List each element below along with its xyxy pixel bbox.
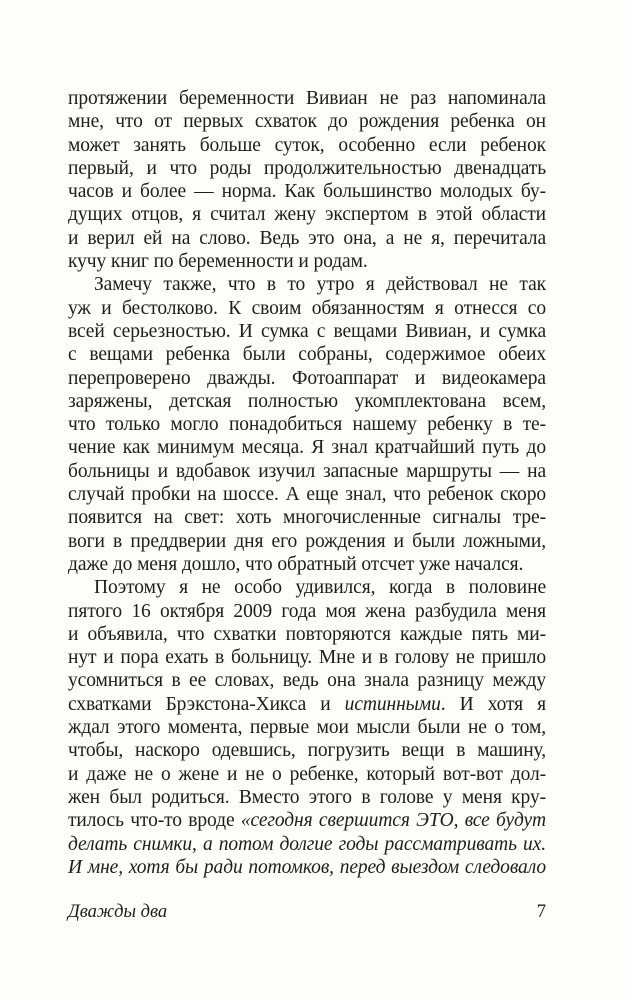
text-line: [68, 623, 546, 646]
text-line: [68, 716, 546, 739]
text-segment: перепроверено дважды. Фотоаппарат и видеокамера: [68, 367, 546, 389]
text-line: [68, 763, 546, 786]
text-segment: нут и пора ехать в больницу. Мне и в голову не пришло: [68, 647, 546, 669]
text-line: [68, 483, 546, 506]
text-segment: кучу книг по беременности и родам.: [68, 251, 368, 273]
text-segment: воги в преддверии дня его рождения и были ложными,: [68, 530, 546, 552]
text-line: [68, 390, 546, 413]
text-line: [68, 157, 546, 180]
text-line: [68, 809, 546, 832]
text-line: [68, 856, 546, 879]
text-segment: дущих отцов, я считал жену экспертом в этой области: [68, 204, 546, 226]
text-line: [68, 460, 546, 483]
text-segment: Замечу также, что в то утро я действовал не так: [94, 274, 546, 296]
text-segment: жен был родиться. Вместо этого в голове у меня кру-: [68, 786, 546, 808]
text-line: [68, 273, 546, 296]
text-line: [68, 833, 546, 856]
text-line: [68, 669, 546, 692]
page-footer: [68, 901, 546, 923]
text-line: [68, 506, 546, 529]
text-segment: «сегодня свершится ЭТО, все будут: [240, 810, 546, 832]
text-line: [68, 134, 546, 157]
text-line: [68, 367, 546, 390]
text-line: [68, 320, 546, 343]
text-block: [68, 87, 546, 879]
text-line: [68, 297, 546, 320]
text-segment: делать снимки, а потом долгие годы рассматривать их.: [68, 833, 546, 855]
text-line: [68, 87, 546, 110]
text-line: [68, 227, 546, 250]
text-line: [68, 180, 546, 203]
text-segment: случай пробки на шоссе. А еще знал, что ребенок скоро: [68, 484, 546, 506]
text-segment: усомниться в ее словах, ведь она знала разницу между: [68, 670, 546, 692]
text-segment: протяжении беременности Вивиан не раз напоминала: [68, 88, 546, 109]
text-segment: и даже не о жене и не о ребенке, который вот-вот дол-: [68, 763, 546, 785]
text-segment: Поэтому я не особо удивился, когда в половине: [94, 577, 546, 599]
text-segment: может занять больше суток, особенно если ребенок: [68, 134, 546, 156]
text-line: [68, 413, 546, 436]
text-line: [68, 553, 546, 576]
text-line: [68, 739, 546, 762]
text-segment: всей серьезностью. И сумка с вещами Вивиан, и сумка: [68, 320, 546, 342]
text-segment: мне, что от первых схваток до рождения ребенка он: [68, 111, 546, 133]
text-line: [68, 110, 546, 133]
text-line: [68, 693, 546, 716]
text-segment: заряжены, детская полностью укомплектована всем,: [68, 390, 546, 412]
text-segment: даже до меня дошло, что обратный отсчет уже начался.: [68, 553, 524, 575]
page-number: 7: [536, 902, 546, 922]
text-segment: больницы и вдобавок изучил запасные маршруты — на: [68, 460, 546, 482]
text-segment: уж и бестолково. К своим обязанностям я отнесся со: [68, 297, 546, 319]
text-segment: истинными: [344, 693, 441, 715]
text-line: [68, 600, 546, 623]
text-line: [68, 250, 546, 273]
text-segment: и объявила, что схватки повторяются каждые пять ми-: [68, 623, 546, 645]
text-line: [68, 436, 546, 459]
text-segment: и верил ей на слово. Ведь это она, а не я, перечитала: [68, 227, 546, 249]
text-segment: первый, и что роды продолжительностью двенадцать: [68, 157, 546, 179]
text-segment: появится на свет: хоть многочисленные сигналы тре-: [68, 507, 546, 529]
text-segment: . И хотя я: [440, 693, 546, 715]
text-segment: тилось что-то вроде: [68, 810, 241, 832]
text-segment: чение как минимум месяца. Я знал кратчайший путь до: [68, 437, 546, 459]
text-segment: чтобы, наскоро одевшись, погрузить вещи в машину,: [68, 740, 546, 762]
text-line: [68, 786, 546, 809]
text-segment: с вещами ребенка были собраны, содержимое обеих: [68, 344, 546, 366]
text-segment: пятого 16 октября 2009 года моя жена разбудила меня: [68, 600, 546, 622]
text-segment: ждал этого момента, первые мои мысли были не о том,: [68, 717, 546, 739]
running-title: Дважды два: [68, 902, 168, 922]
text-line: [68, 576, 546, 599]
text-line: [68, 530, 546, 553]
text-segment: часов и более — норма. Как большинство молодых бу-: [68, 181, 546, 203]
text-segment: что только могло понадобиться нашему ребенку в те-: [68, 414, 546, 436]
text-segment: схватками Брэкстона-Хикса и: [68, 693, 345, 715]
text-segment: И мне, хотя бы ради потомков, перед выездом следовало: [68, 856, 546, 878]
text-line: [68, 203, 546, 226]
text-line: [68, 343, 546, 366]
text-line: [68, 646, 546, 669]
